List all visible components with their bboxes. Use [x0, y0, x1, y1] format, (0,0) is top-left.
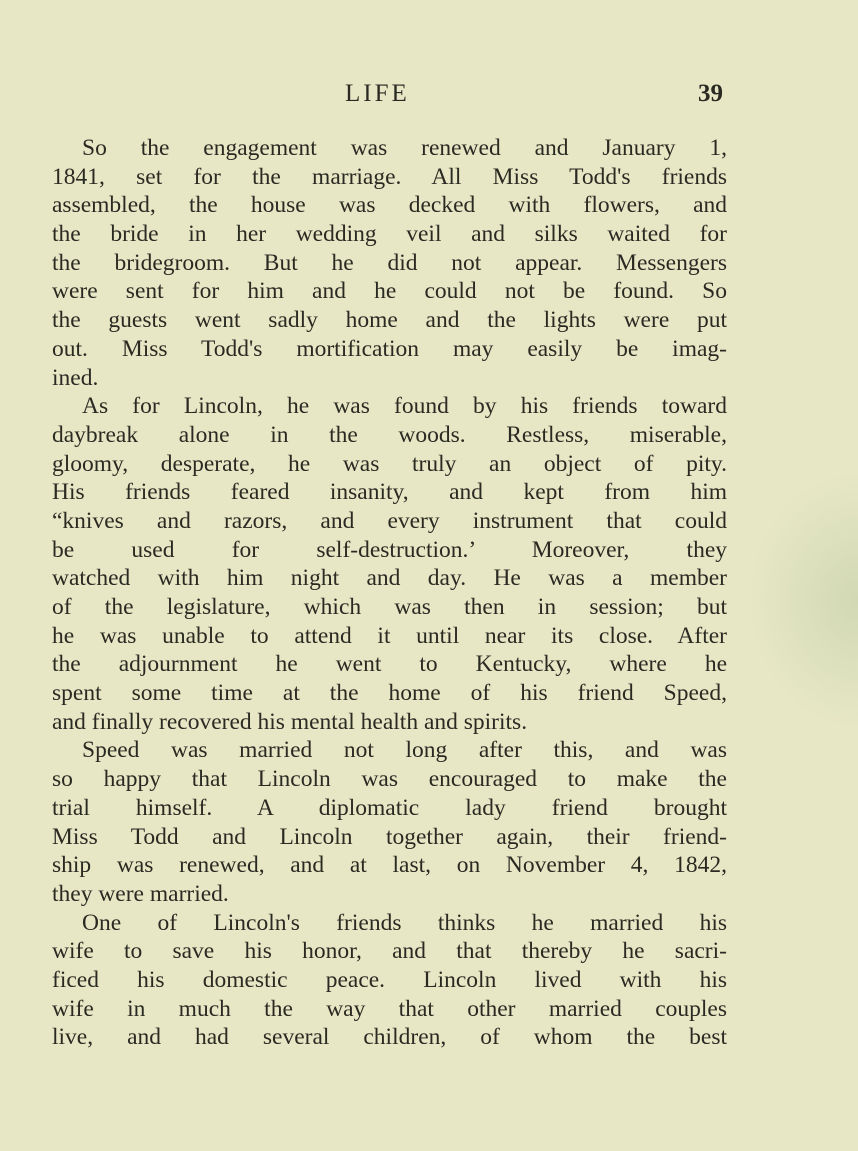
text-line: wife in much the way that other married couples — [52, 995, 727, 1022]
text-line: live, and had several children, of whom the best — [52, 1024, 727, 1051]
text-line: trial himself. A diplomatic lady friend brought — [52, 794, 727, 821]
text-line: So the engagement was renewed and January 1, — [82, 135, 727, 161]
page-number: 39 — [698, 80, 723, 107]
text-line: wife to save his honor, and that thereby he sacri- — [52, 938, 727, 965]
text-line: ined. — [52, 364, 99, 391]
text-line: the guests went sadly home and the lights were put — [52, 307, 727, 334]
running-header — [0, 80, 858, 114]
text-line: ship was renewed, and at last, on November 4, 1842, — [52, 852, 727, 879]
text-line: watched with him night and day. He was a member — [52, 565, 727, 592]
paragraph — [52, 392, 727, 736]
text-line: the bride in her wedding veil and silks waited for — [52, 221, 727, 248]
text-line: out. Miss Todd's mortification may easily be imag- — [52, 335, 727, 362]
text-line: were sent for him and he could not be found. So — [52, 278, 727, 305]
text-line: gloomy, desperate, he was truly an object of pity. — [52, 450, 727, 477]
text-line: “knives and razors, and every instrument that could — [52, 507, 727, 534]
text-line: be used for self-destruction.’ Moreover, they — [52, 536, 727, 563]
paragraph — [52, 134, 727, 392]
text-line: spent some time at the home of his friend Speed, — [52, 680, 727, 707]
text-line: the adjournment he went to Kentucky, where he — [52, 651, 727, 678]
text-line: he was unable to attend it until near its close. After — [52, 622, 727, 649]
text-line: Miss Todd and Lincoln together again, their friend- — [52, 823, 727, 850]
text-line: the bridegroom. But he did not appear. Messengers — [52, 249, 727, 276]
text-line: of the legislature, which was then in session; but — [52, 594, 727, 620]
text-line: One of Lincoln's friends thinks he married his — [82, 909, 727, 936]
page-shadow — [748, 470, 858, 730]
running-title: LIFE — [345, 80, 410, 107]
text-line: ficed his domestic peace. Lincoln lived with his — [52, 966, 727, 993]
body-text — [52, 134, 727, 1052]
text-line: His friends feared insanity, and kept from him — [52, 479, 727, 506]
text-line: 1841, set for the marriage. All Miss Todd's friends — [52, 163, 727, 190]
text-line: and finally recovered his mental health and spirits. — [52, 708, 528, 735]
text-line: Speed was married not long after this, and was — [82, 737, 727, 764]
paragraph — [52, 909, 727, 1052]
text-line: assembled, the house was decked with flowers, and — [52, 192, 727, 219]
text-line: As for Lincoln, he was found by his friends toward — [82, 393, 727, 420]
text-line: daybreak alone in the woods. Restless, miserable, — [52, 421, 727, 448]
text-line: so happy that Lincoln was encouraged to make the — [52, 766, 727, 793]
text-line: they were married. — [52, 880, 229, 907]
paragraph — [52, 736, 727, 908]
